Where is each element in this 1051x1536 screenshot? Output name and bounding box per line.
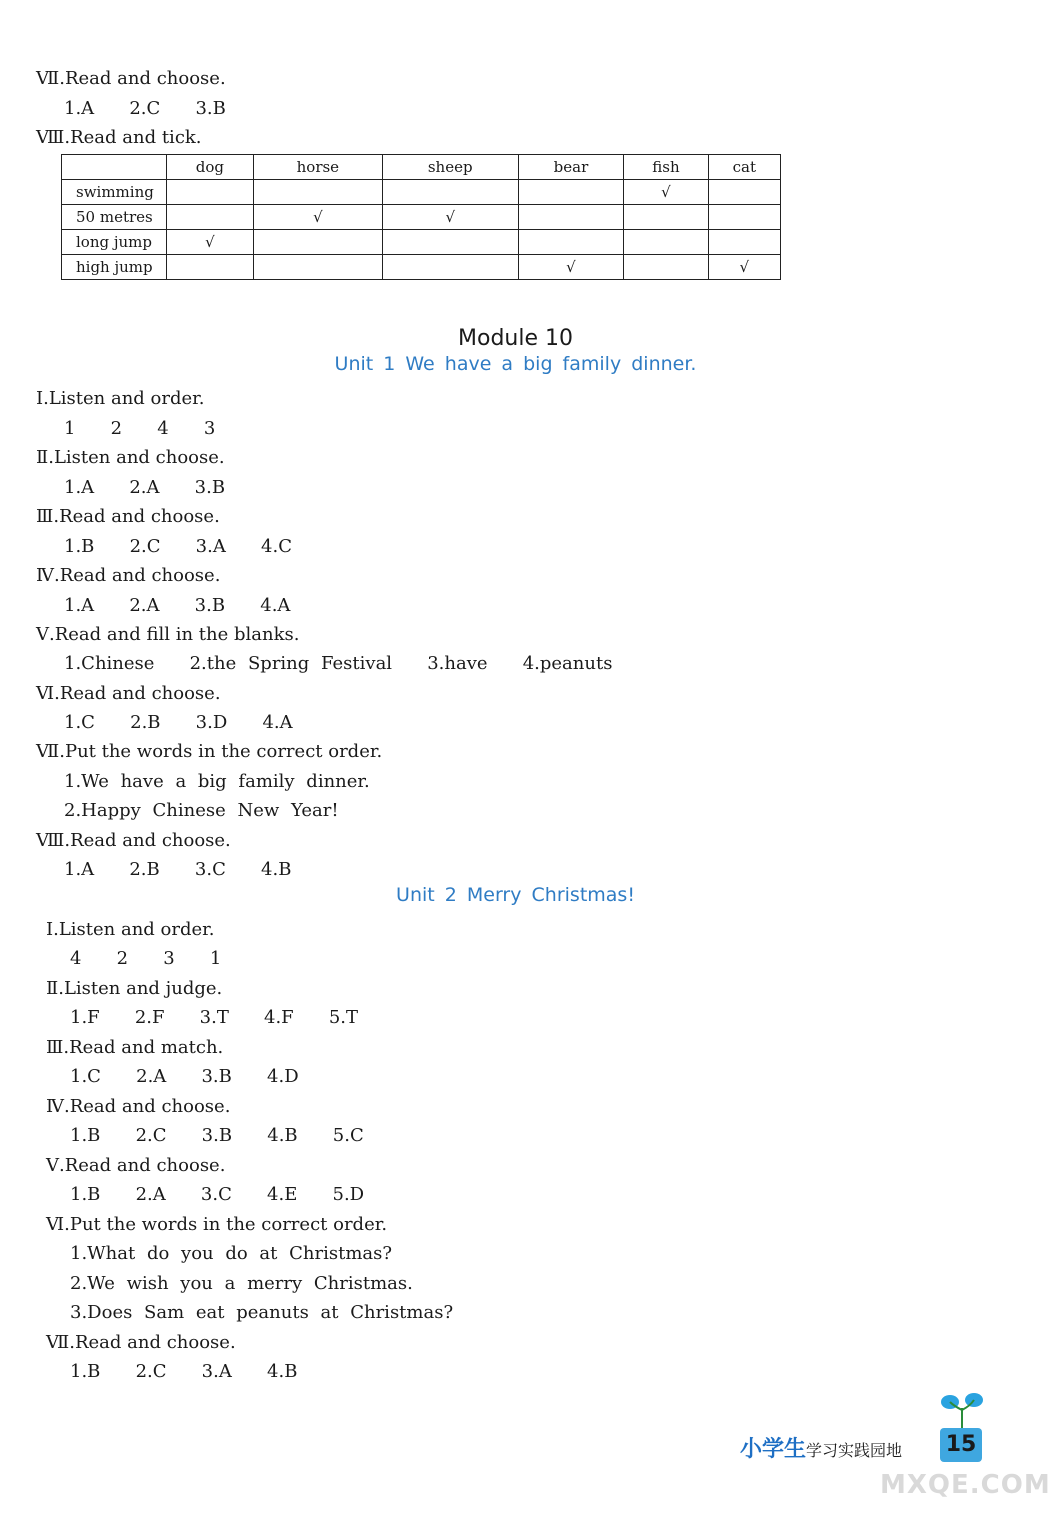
unit2-heading: Ⅰ.Listen and order. xyxy=(46,919,215,940)
unit-1-title: Unit 1 We have a big family dinner. xyxy=(334,353,697,375)
module-title: Module 10 xyxy=(458,326,573,351)
table-cell xyxy=(167,180,254,205)
unit-2-title: Unit 2 Merry Christmas! xyxy=(396,884,635,906)
table-cell xyxy=(253,230,382,255)
brand-title: 小学生 xyxy=(740,1437,807,1462)
table-header-cell: sheep xyxy=(382,155,518,180)
unit2-heading: Ⅲ.Read and match. xyxy=(46,1037,224,1058)
table-row xyxy=(62,205,781,230)
table-cell: √ xyxy=(518,255,624,280)
table-header-cell: bear xyxy=(518,155,624,180)
unit1-heading: Ⅷ.Read and choose. xyxy=(36,830,231,851)
table-row xyxy=(62,255,781,280)
unit2-heading: Ⅱ.Listen and judge. xyxy=(46,978,223,999)
unit1-heading: Ⅰ.Listen and order. xyxy=(36,388,205,409)
unit1-heading: Ⅶ.Put the words in the correct order. xyxy=(36,741,383,762)
unit2-answers: 3.Does Sam eat peanuts at Christmas? xyxy=(70,1302,454,1323)
row-label: 50 metres xyxy=(62,205,167,230)
row-label: long jump xyxy=(62,230,167,255)
table-header-cell: cat xyxy=(708,155,780,180)
table-cell: √ xyxy=(624,180,708,205)
unit1-answers: 1.A 2.A 3.B xyxy=(64,477,226,498)
table-cell: √ xyxy=(253,205,382,230)
table-cell xyxy=(253,255,382,280)
section-8-heading: Ⅷ.Read and tick. xyxy=(36,127,202,148)
unit1-heading: Ⅱ.Listen and choose. xyxy=(36,447,225,468)
unit1-answers: 1.A 2.B 3.C 4.B xyxy=(64,859,292,880)
unit1-answers: 2.Happy Chinese New Year! xyxy=(64,800,339,821)
unit1-answers: 1.Chinese 2.the Spring Festival 3.have 4.peanuts xyxy=(64,653,613,674)
table-cell xyxy=(624,205,708,230)
table-cell: √ xyxy=(167,230,254,255)
table-cell xyxy=(167,205,254,230)
table-cell xyxy=(167,255,254,280)
unit2-answers: 4 2 3 1 xyxy=(70,948,222,969)
unit1-answers: 1.B 2.C 3.A 4.C xyxy=(64,536,292,557)
table-cell xyxy=(253,180,382,205)
unit1-answers: 1.We have a big family dinner. xyxy=(64,771,370,792)
table-cell xyxy=(708,180,780,205)
plant-logo-icon xyxy=(936,1390,988,1430)
unit2-heading: Ⅳ.Read and choose. xyxy=(46,1096,231,1117)
unit2-answers: 1.B 2.C 3.A 4.B xyxy=(70,1361,298,1382)
table-header-cell: dog xyxy=(167,155,254,180)
unit1-heading: Ⅲ.Read and choose. xyxy=(36,506,220,527)
table-cell xyxy=(624,255,708,280)
table-cell: √ xyxy=(708,255,780,280)
table-cell: √ xyxy=(382,205,518,230)
table-cell xyxy=(708,205,780,230)
unit2-answers: 1.What do you do at Christmas? xyxy=(70,1243,393,1264)
table-row xyxy=(62,230,781,255)
watermark: MXQE.COM xyxy=(880,1470,1051,1500)
table-header-cell: fish xyxy=(624,155,708,180)
unit2-heading: Ⅵ.Put the words in the correct order. xyxy=(46,1214,388,1235)
unit2-answers: 1.C 2.A 3.B 4.D xyxy=(70,1066,299,1087)
unit1-answers: 1 2 4 3 xyxy=(64,418,216,439)
brand-subtitle: 学习实践园地 xyxy=(806,1441,903,1460)
table-cell xyxy=(382,255,518,280)
row-label: high jump xyxy=(62,255,167,280)
unit1-heading: Ⅳ.Read and choose. xyxy=(36,565,221,586)
unit2-answers: 2.We wish you a merry Christmas. xyxy=(70,1273,413,1294)
table-cell xyxy=(382,180,518,205)
table-cell xyxy=(518,230,624,255)
table-header-cell: horse xyxy=(253,155,382,180)
unit1-heading: Ⅵ.Read and choose. xyxy=(36,683,221,704)
table-cell xyxy=(518,205,624,230)
page-number: 15 xyxy=(940,1428,982,1462)
tick-table xyxy=(61,154,781,280)
table-cell xyxy=(382,230,518,255)
row-label: swimming xyxy=(62,180,167,205)
section-7-heading: Ⅶ.Read and choose. xyxy=(36,68,226,89)
unit1-answers: 1.A 2.A 3.B 4.A xyxy=(64,595,291,616)
unit2-answers: 1.F 2.F 3.T 4.F 5.T xyxy=(70,1007,359,1028)
unit2-answers: 1.B 2.A 3.C 4.E 5.D xyxy=(70,1184,365,1205)
footer-brand xyxy=(740,1432,902,1463)
table-header-row xyxy=(62,155,781,180)
unit1-answers: 1.C 2.B 3.D 4.A xyxy=(64,712,293,733)
unit2-heading: Ⅶ.Read and choose. xyxy=(46,1332,236,1353)
table-header-cell xyxy=(62,155,167,180)
table-cell xyxy=(624,230,708,255)
section-7-answers: 1.A 2.C 3.B xyxy=(64,98,226,119)
unit1-heading: Ⅴ.Read and fill in the blanks. xyxy=(36,624,300,645)
unit2-heading: Ⅴ.Read and choose. xyxy=(46,1155,226,1176)
table-cell xyxy=(518,180,624,205)
table-cell xyxy=(708,230,780,255)
table-row xyxy=(62,180,781,205)
unit2-answers: 1.B 2.C 3.B 4.B 5.C xyxy=(70,1125,364,1146)
